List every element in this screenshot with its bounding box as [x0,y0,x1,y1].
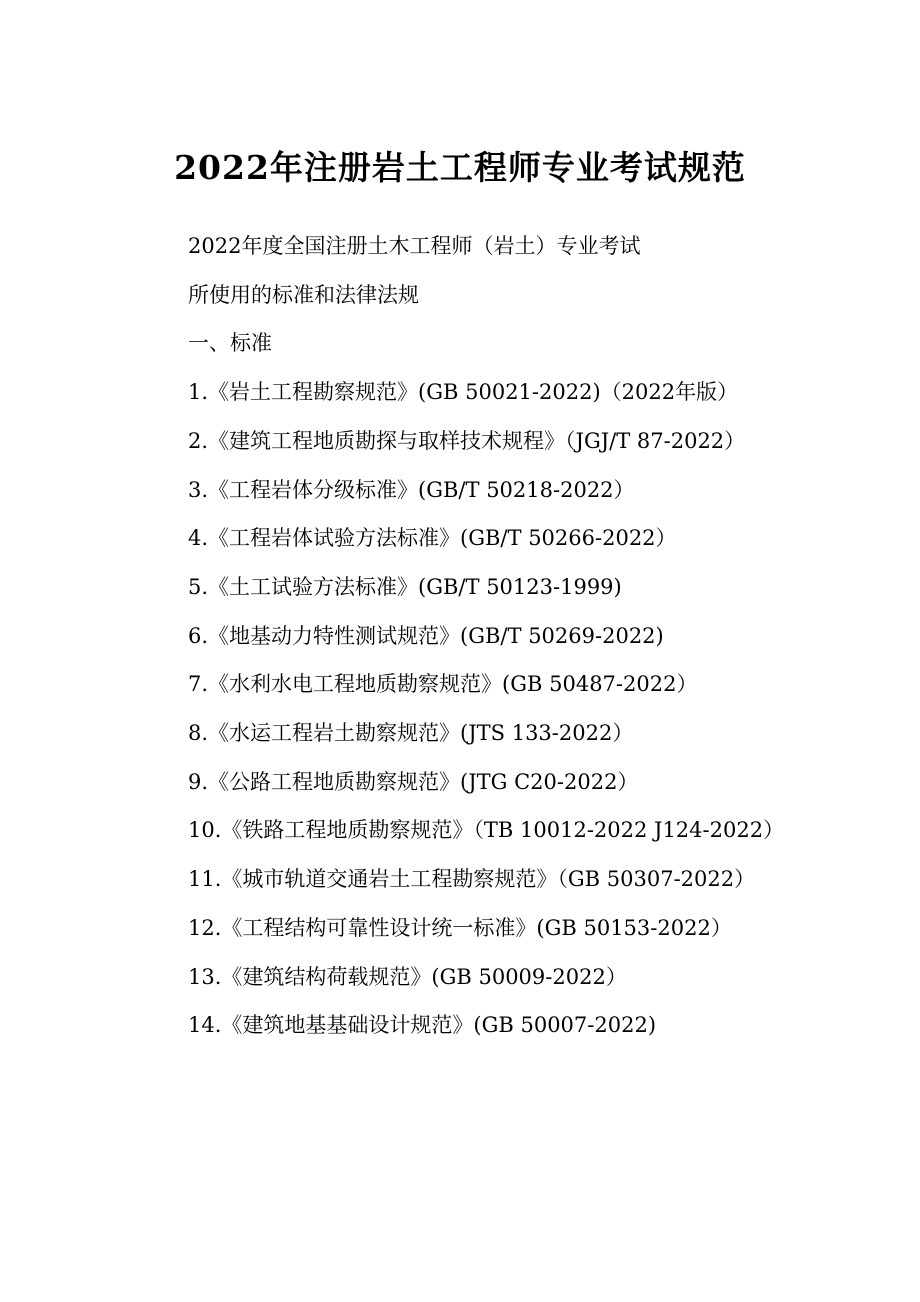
standard-item-3: 3.《工程岩体分级标准》(GB/T 50218-2022） [188,477,635,502]
section-heading-standards: 一、标准 [188,331,272,356]
standard-item-14: 14.《建筑地基基础设计规范》(GB 50007-2022) [188,1013,657,1038]
standard-item-1: 1.《岩土工程勘察规范》(GB 50021-2022)（2022年版） [188,380,739,405]
standard-item-10: 10.《铁路工程地质勘察规范》（TB 10012-2022 J124-2022） [188,818,785,843]
paragraph-exam-subheading: 所使用的标准和法律法规 [188,282,419,307]
standard-item-12: 12.《工程结构可靠性设计统一标准》(GB 50153-2022） [188,915,732,940]
standard-item-8: 8.《水运工程岩土勘察规范》(JTS 133-2022） [188,721,634,746]
standard-item-7: 7.《水利水电工程地质勘察规范》(GB 50487-2022） [188,672,698,697]
standard-item-2: 2.《建筑工程地质勘探与取样技术规程》（JGJ/T 87-2022） [188,428,746,453]
standard-item-6: 6.《地基动力特性测试规范》(GB/T 50269-2022) [188,623,664,648]
standard-item-11: 11.《城市轨道交通岩土工程勘察规范》（GB 50307-2022） [188,867,756,892]
standard-item-9: 9.《公路工程地质勘察规范》(JTG C20-2022） [188,769,639,794]
document-title: 2022年注册岩土工程师专业考试规范 [174,148,746,187]
standard-item-13: 13.《建筑结构荷载规范》(GB 50009-2022） [188,964,627,989]
paragraph-exam-heading: 2022年度全国注册土木工程师（岩土）专业考试 [188,234,641,258]
standard-item-5: 5.《土工试验方法标准》(GB/T 50123-1999) [188,574,622,599]
document-body [140,222,785,1050]
standard-item-4: 4.《工程岩体试验方法标准》(GB/T 50266-2022） [188,526,677,551]
